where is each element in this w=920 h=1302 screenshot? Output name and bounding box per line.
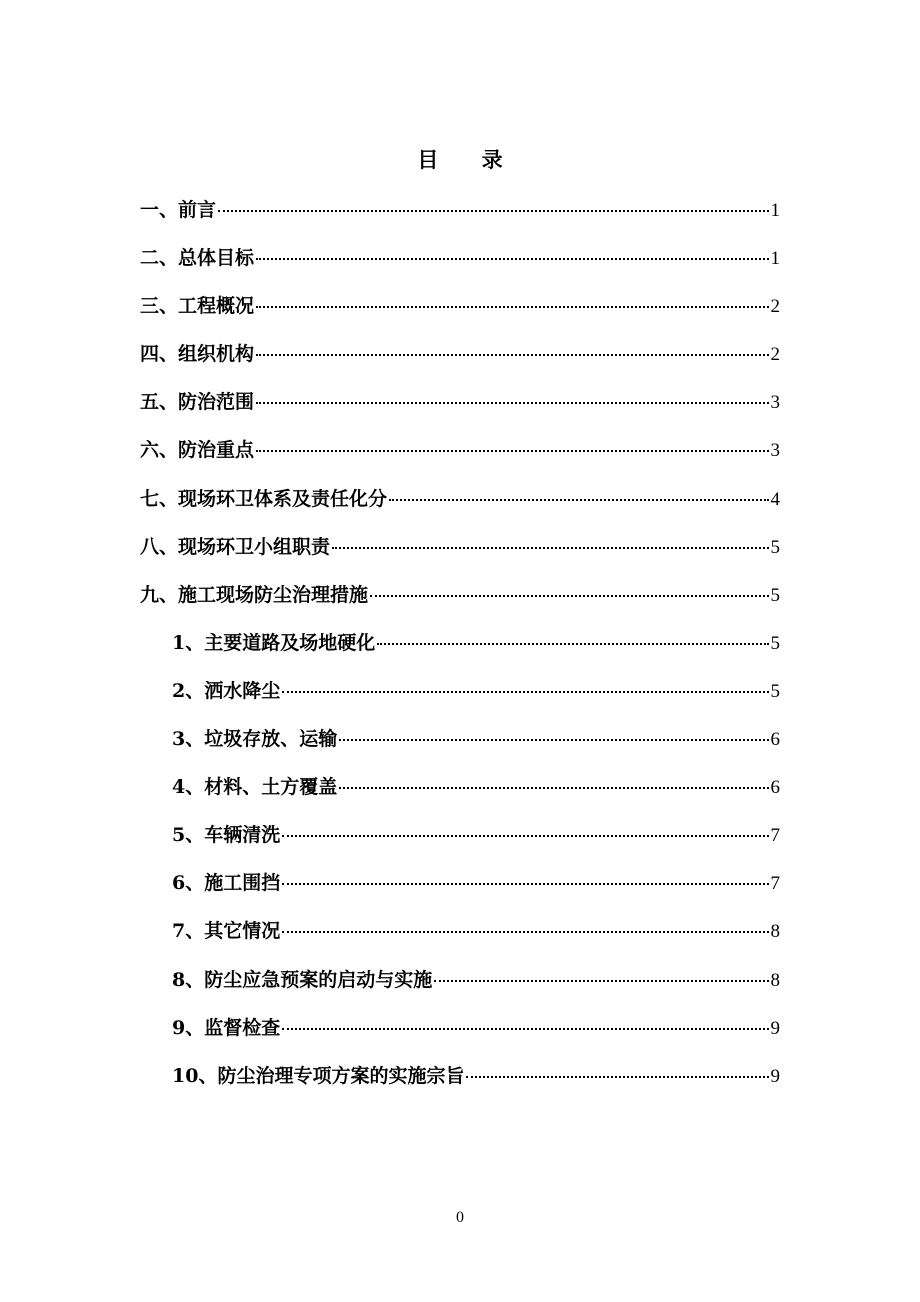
toc-leader-dots [282,931,768,933]
toc-entry[interactable] [140,241,780,289]
toc-entry-page: 9 [770,1065,780,1087]
toc-subentry[interactable] [140,914,780,962]
toc-entry-page: 3 [770,392,780,414]
toc-entry-page: 2 [770,344,780,366]
toc-leader-dots [256,450,768,452]
toc-entry-label: 四、组织机构 [140,343,255,366]
toc-leader-dots [339,787,768,789]
toc-entry-page: 7 [770,825,780,847]
toc-entry-label: 10、防尘治理专项方案的实施宗旨 [172,1064,465,1087]
toc-leader-dots [339,739,768,741]
toc-entry-page: 1 [770,200,780,221]
toc-entry-page: 3 [770,440,780,462]
toc-entry-label: 八、现场环卫小组职责 [140,535,331,558]
toc-leader-dots [434,980,768,982]
toc-entry[interactable] [140,337,780,385]
toc-entry-label: 六、防治重点 [140,439,255,462]
toc-entry-label: 一、前言 [140,199,217,221]
toc-leader-dots [466,1076,768,1078]
toc-entry-label: 1、主要道路及场地硬化 [172,631,376,654]
toc-entry[interactable] [140,578,780,626]
toc-entry-label: 9、监督检查 [172,1016,281,1039]
toc-entry-page: 5 [770,584,780,606]
toc-leader-dots [256,402,768,404]
toc-entry-page: 8 [770,921,780,943]
toc-leader-dots [370,595,768,597]
toc-entry-page: 5 [770,680,780,702]
toc-subentry[interactable] [140,674,780,722]
toc-entry-page: 7 [770,873,780,895]
toc-leader-dots [256,354,768,356]
toc-entry-label: 三、工程概况 [140,295,255,318]
toc-subentry[interactable] [140,1011,780,1059]
toc-entry-page: 2 [770,296,780,318]
toc-leader-dots [389,499,768,501]
toc-subentry[interactable] [140,770,780,818]
toc-entry-label: 七、现场环卫体系及责任化分 [140,487,388,510]
toc-entry-label: 7、其它情况 [172,920,281,943]
toc-entry-page: 4 [770,488,780,510]
toc-entry-label: 3、垃圾存放、运输 [172,728,338,751]
toc-list [140,193,780,1107]
toc-entry[interactable] [140,193,780,241]
toc-entry-label: 5、车辆清洗 [172,824,281,847]
toc-entry-label: 4、材料、土方覆盖 [172,776,338,799]
toc-leader-dots [256,258,768,260]
toc-subentry[interactable] [140,722,780,770]
toc-entry-page: 6 [770,777,780,799]
toc-entry-label: 8、防尘应急预案的启动与实施 [172,968,433,991]
toc-entry-page: 6 [770,729,780,751]
toc-leader-dots [282,883,768,885]
toc-entry[interactable] [140,385,780,433]
toc-entry-page: 5 [770,632,780,654]
toc-entry-page: 8 [770,969,780,991]
toc-leader-dots [282,835,768,837]
toc-subentry[interactable] [140,1059,780,1107]
toc-title: 目 录 [417,147,521,172]
toc-entry-label: 五、防治范围 [140,391,255,414]
footer-page-number: 0 [456,1209,464,1226]
toc-leader-dots [256,306,768,308]
toc-entry[interactable] [140,482,780,530]
toc-subentry[interactable] [140,963,780,1011]
toc-leader-dots [218,210,768,212]
toc-subentry[interactable] [140,818,780,866]
toc-entry-label: 九、施工现场防尘治理措施 [140,583,369,606]
toc-entry-page: 9 [770,1017,780,1039]
toc-entry-label: 2、洒水降尘 [172,679,281,702]
toc-entry[interactable] [140,289,780,337]
toc-subentry[interactable] [140,866,780,914]
toc-leader-dots [377,643,768,645]
toc-entry-label: 6、施工围挡 [172,872,281,895]
toc-leader-dots [282,1028,768,1030]
toc-entry[interactable] [140,433,780,481]
toc-leader-dots [332,547,768,549]
toc-subentry[interactable] [140,626,780,674]
toc-leader-dots [282,691,768,693]
toc-entry[interactable] [140,530,780,578]
toc-entry-page: 5 [770,536,780,558]
toc-entry-label: 二、总体目标 [140,247,255,270]
toc-entry-page: 1 [770,248,780,270]
